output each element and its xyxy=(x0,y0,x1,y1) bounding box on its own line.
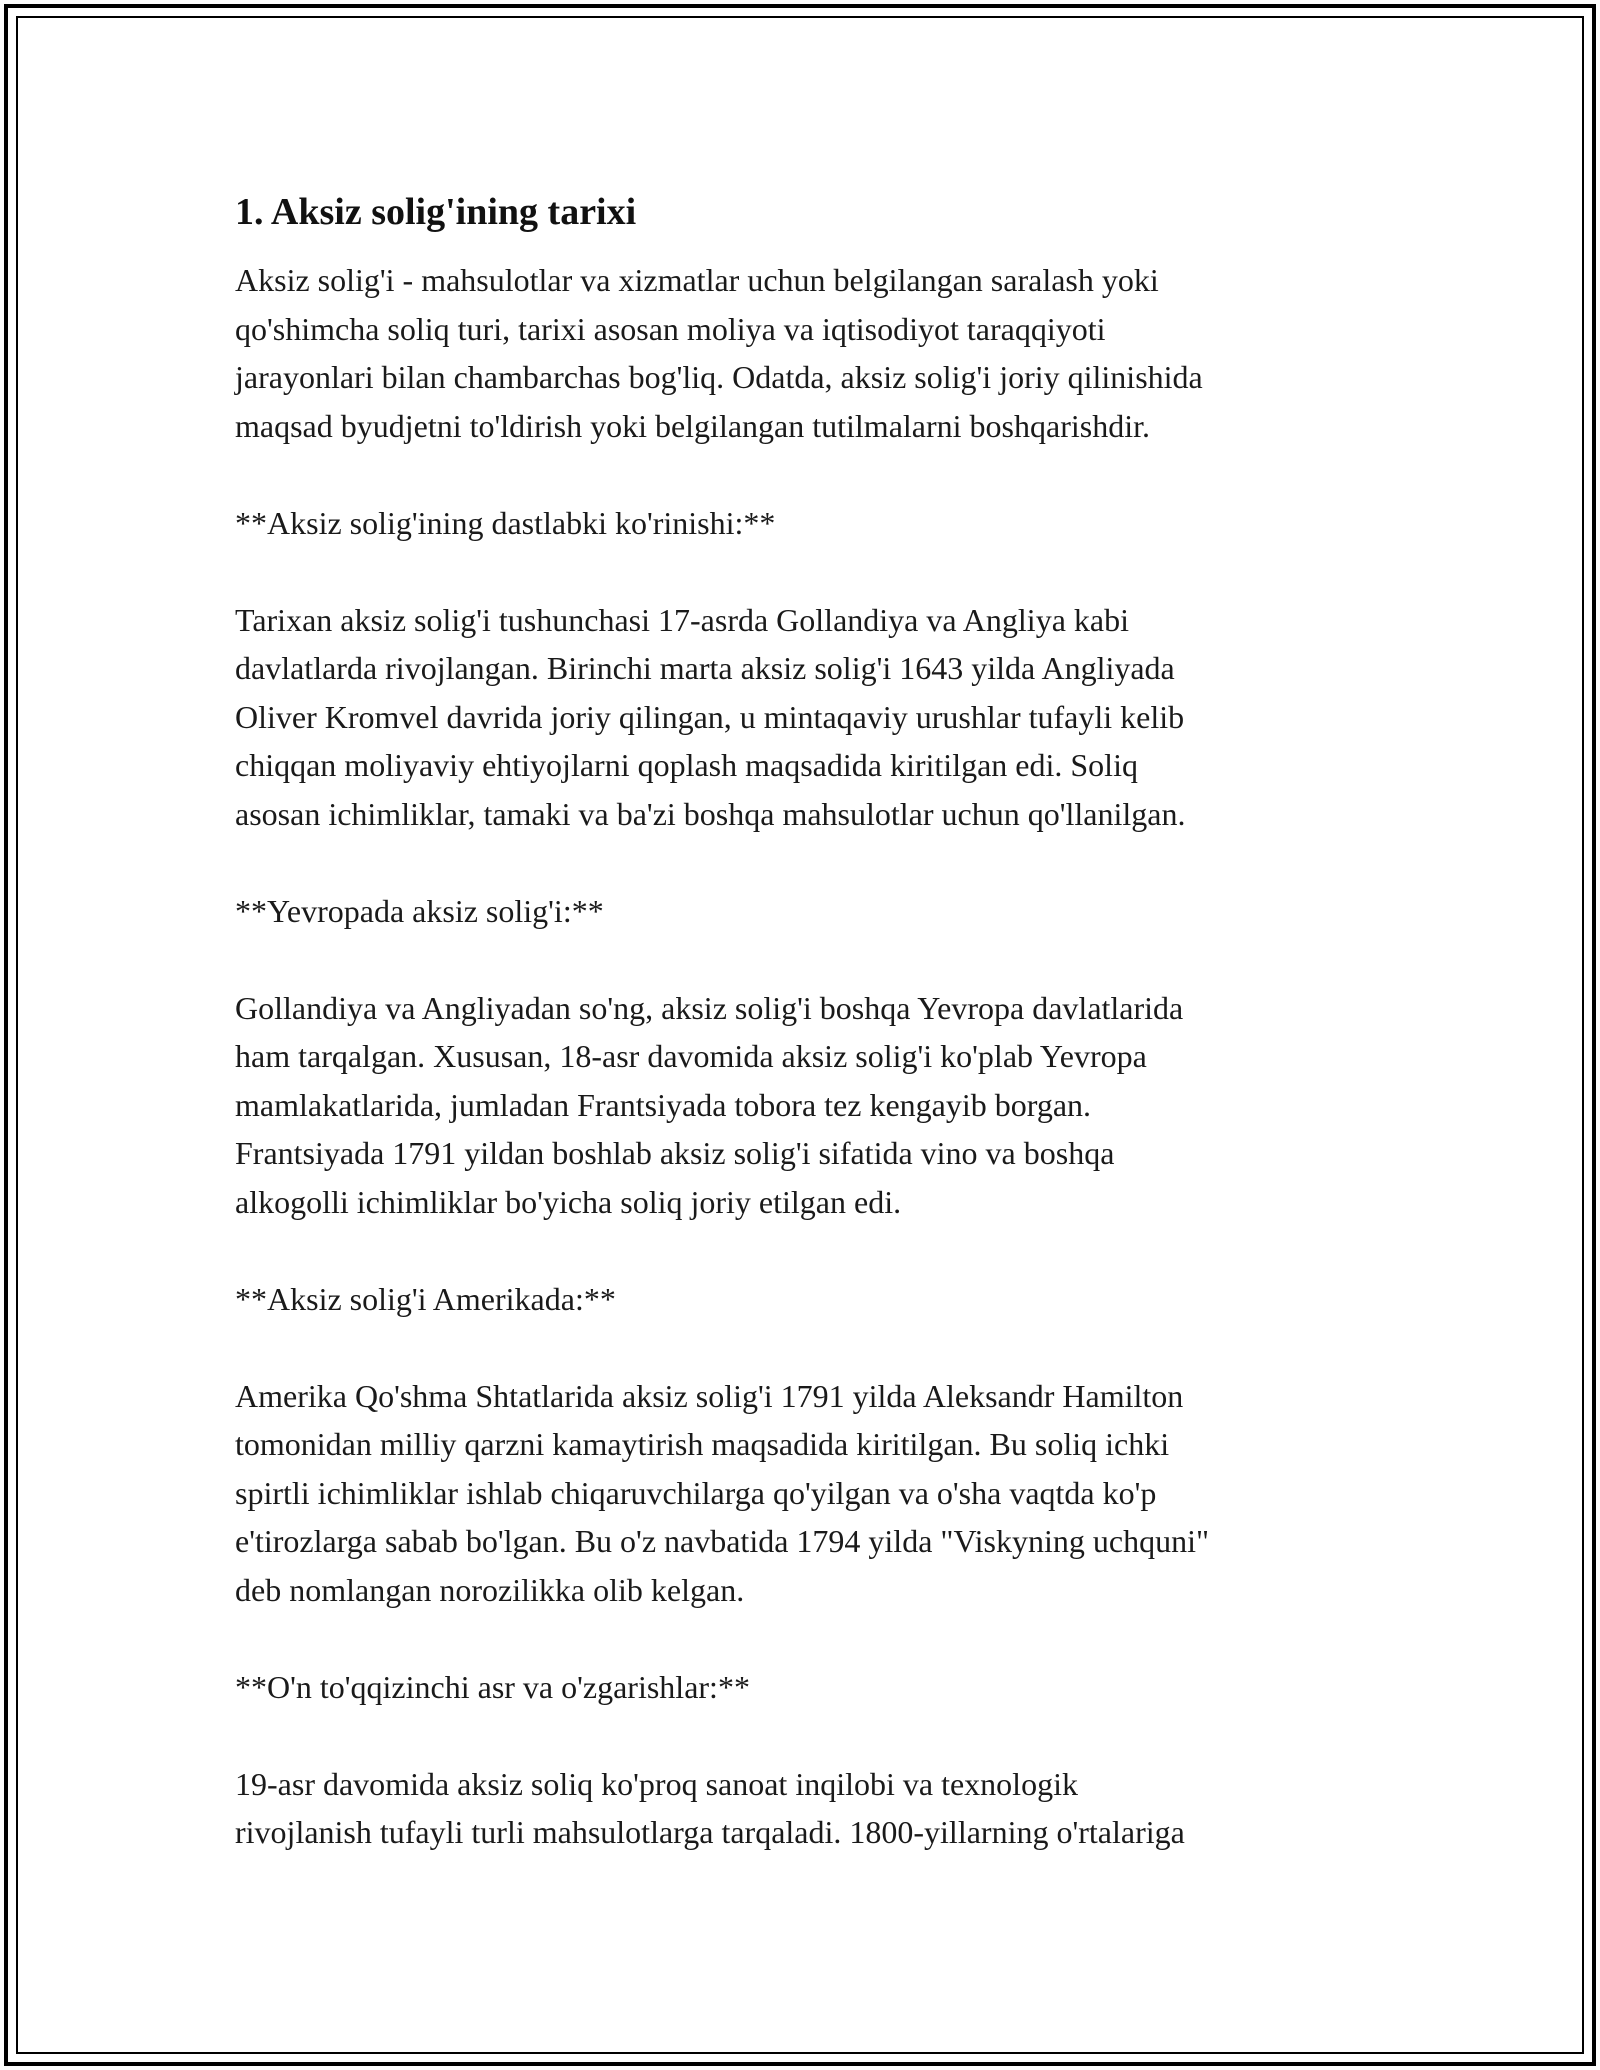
text-line: Tarixan aksiz solig'i tushunchasi 17-asrda Gollandiya va Angliya kabi xyxy=(235,601,1129,638)
section-heading: 1. Aksiz solig'ining tarixi xyxy=(235,191,637,233)
text-line: jarayonlari bilan chambarchas bog'liq. Odatda, aksiz solig'i joriy qilinishida xyxy=(235,359,1203,395)
text-line: alkogolli ichimliklar bo'yicha soliq joriy etilgan edi. xyxy=(235,1183,902,1220)
text-line: chiqqan moliyaviy ehtiyojlarni qoplash maqsadida kiritilgan edi. Soliq xyxy=(235,747,1138,783)
paragraph xyxy=(235,1760,1375,1857)
text-line: **Aksiz solig'ining dastlabki ko'rinishi:** xyxy=(235,504,776,541)
paragraph xyxy=(235,1372,1375,1615)
text-line: asosan ichimliklar, tamaki va ba'zi boshqa mahsulotlar uchun qo'llanilgan. xyxy=(235,795,1186,832)
text-line: Oliver Kromvel davrida joriy qilingan, u mintaqaviy urushlar tufayli kelib xyxy=(235,698,1185,735)
text-line: mamlakatlarida, jumladan Frantsiyada tobora tez kengayib borgan. xyxy=(235,1086,1092,1123)
paragraph xyxy=(235,596,1375,839)
document-body xyxy=(235,186,1375,1905)
text-line: qo'shimcha soliq turi, tarixi asosan moliya va iqtisodiyot taraqqiyoti xyxy=(235,310,1106,347)
paragraph xyxy=(235,499,1375,548)
text-line: **O'n to'qqizinchi asr va o'zgarishlar:** xyxy=(235,1668,750,1705)
text-line: e'tirozlarga sabab bo'lgan. Bu o'z navbatida 1794 yilda "Viskyning uchquni" xyxy=(235,1523,1210,1559)
text-line: Gollandiya va Angliyadan so'ng, aksiz solig'i boshqa Yevropa davlatlarida xyxy=(235,989,1184,1026)
text-line: maqsad byudjetni to'ldirish yoki belgilangan tutilmalarni boshqarishdir. xyxy=(235,407,1150,444)
text-line: 19-asr davomida aksiz soliq ko'proq sanoat inqilobi va texnologik xyxy=(235,1765,1078,1802)
paragraph-list xyxy=(235,256,1375,1857)
text-line: Frantsiyada 1791 yildan boshlab aksiz solig'i sifatida vino va boshqa xyxy=(235,1135,1115,1171)
paragraph xyxy=(235,256,1375,450)
text-line: rivojlanish tufayli turli mahsulotlarga tarqaladi. 1800-yillarning o'rtalariga xyxy=(235,1814,1185,1850)
text-line: tomonidan milliy qarzni kamaytirish maqsadida kiritilgan. Bu soliq ichki xyxy=(235,1426,1170,1462)
paragraph xyxy=(235,984,1375,1227)
paragraph xyxy=(235,887,1375,936)
paragraph xyxy=(235,1663,1375,1712)
text-line: Amerika Qo'shma Shtatlarida aksiz solig'i 1791 yilda Aleksandr Hamilton xyxy=(235,1377,1184,1414)
paragraph xyxy=(235,1275,1375,1324)
text-line: deb nomlangan norozilikka olib kelgan. xyxy=(235,1571,745,1608)
text-line: davlatlarda rivojlangan. Birinchi marta aksiz solig'i 1643 yilda Angliyada xyxy=(235,650,1175,686)
text-line: **Aksiz solig'i Amerikada:** xyxy=(235,1280,616,1317)
text-line: spirtli ichimliklar ishlab chiqaruvchilarga qo'yilgan va o'sha vaqtda ko'p xyxy=(235,1474,1157,1511)
text-line: Aksiz solig'i - mahsulotlar va xizmatlar uchun belgilangan saralash yoki xyxy=(235,262,1159,298)
text-line: ham tarqalgan. Xususan, 18-asr davomida aksiz solig'i ko'plab Yevropa xyxy=(235,1038,1147,1074)
text-line: **Yevropada aksiz solig'i:** xyxy=(235,892,604,929)
